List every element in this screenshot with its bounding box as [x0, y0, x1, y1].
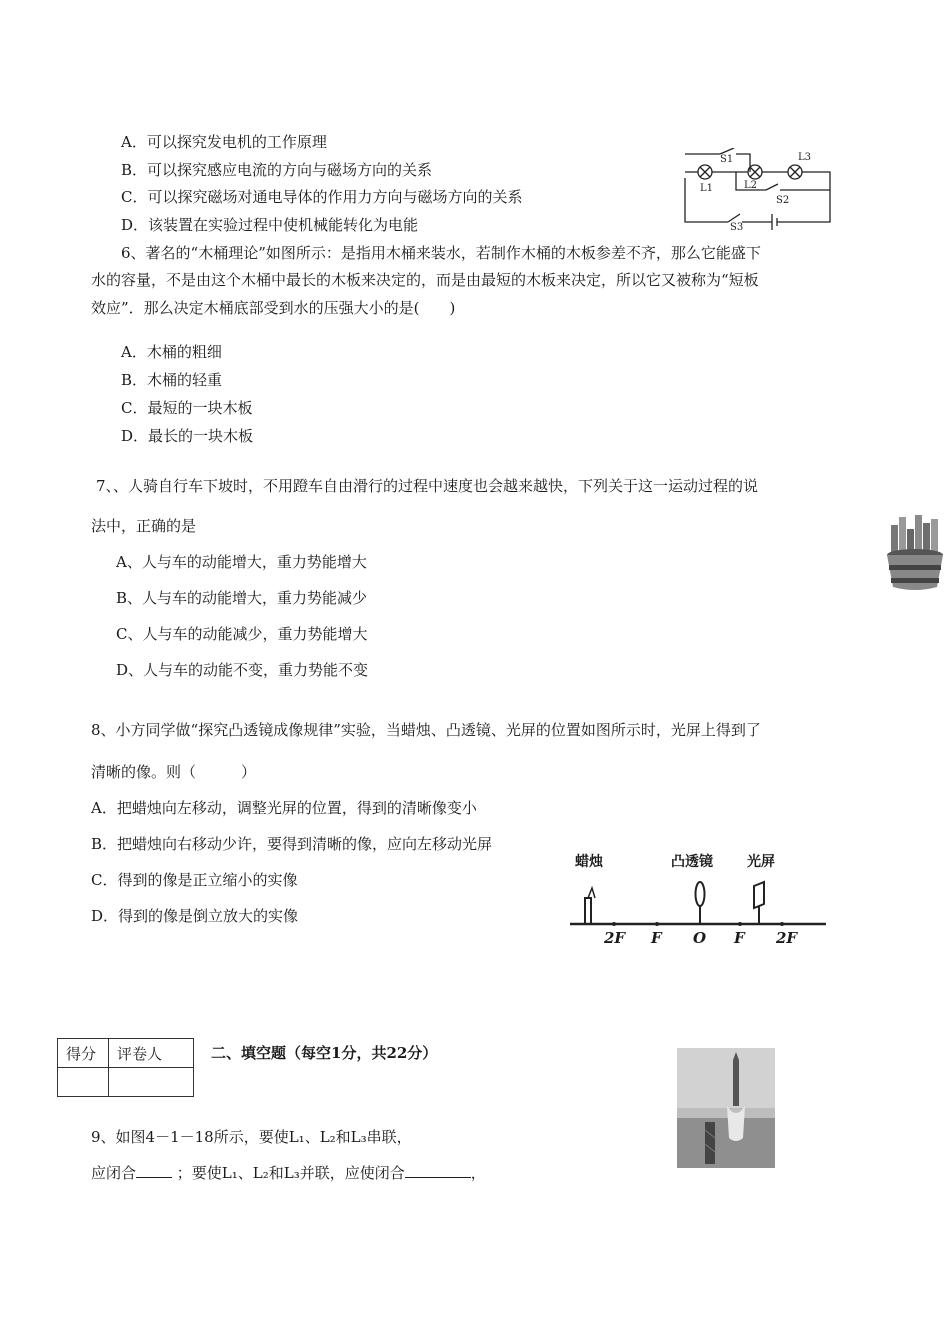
q6-option-c: C．最短的一块木板 [121, 399, 253, 417]
switch-s3 [728, 214, 740, 222]
axis-label-2f-left: 2F [604, 929, 626, 947]
switch-s2 [766, 184, 778, 190]
q7-option-d: D、人与车的动能不变，重力势能不变 [116, 661, 369, 679]
axis-label-f-left: F [651, 929, 662, 947]
grader-cell[interactable] [109, 1068, 194, 1097]
wooden-bucket-illustration [885, 515, 947, 591]
q6-option-a: A．木桶的粗细 [121, 343, 222, 361]
screen-label: 光屏 [747, 854, 775, 870]
lens-bench-diagram [568, 874, 830, 928]
q8-option-c: C．得到的像是正立缩小的实像 [91, 871, 298, 889]
q7-option-a: A、人与车的动能增大，重力势能增大 [116, 553, 367, 571]
label-s2: S2 [776, 195, 790, 206]
q6-option-d: D．最长的一块木板 [121, 427, 254, 445]
q9-text-c: ， [470, 1164, 486, 1182]
grader-header: 评卷人 [109, 1039, 194, 1068]
circuit-diagram [680, 148, 840, 230]
score-table [57, 1038, 194, 1097]
q8-option-b: B．把蜡烛向右移动少许，要得到清晰的像，应向左移动光屏 [91, 835, 493, 853]
lens-label: 凸透镜 [671, 854, 713, 870]
rocket-launch-photo [677, 1048, 775, 1168]
q9-text-b: ；要使L₁、L₂和L₃并联，应使闭合 [176, 1164, 405, 1182]
q9-text-a: 应闭合 [91, 1164, 137, 1182]
q6-option-b: B．木桶的轻重 [121, 371, 223, 389]
q5-option-c: C．可以探究磁场对通电导体的作用力方向与磁场方向的关系 [121, 188, 523, 206]
convex-lens [696, 882, 705, 906]
candle [585, 898, 591, 924]
q7-option-b: B、人与车的动能增大，重力势能减少 [116, 589, 368, 607]
score-header: 得分 [58, 1039, 109, 1068]
candle-label: 蜡烛 [575, 854, 603, 870]
q5-option-d: D．该装置在实验过程中使机械能转化为电能 [121, 216, 419, 234]
candle-flame [588, 888, 595, 898]
q5-option-b: B．可以探究感应电流的方向与磁场方向的关系 [121, 161, 433, 179]
q7-option-c: C、人与车的动能减少，重力势能增大 [116, 625, 368, 643]
q8-line-2: 清晰的像。则（ ） [91, 763, 257, 781]
axis-label-2f-right: 2F [776, 929, 798, 947]
q9-line-2 [91, 1163, 486, 1183]
q9-line-1: 9、如图4－1－18所示，要使L₁、L₂和L₃串联， [91, 1128, 412, 1146]
q5-option-a: A．可以探究发电机的工作原理 [121, 133, 327, 151]
label-l3: L3 [798, 152, 812, 163]
q7-line-1: 7、、人骑自行车下坡时，不用蹬车自由滑行的过程中速度也会越来越快，下列关于这一运动过程的说 [96, 477, 759, 495]
q8-option-a: A．把蜡烛向左移动，调整光屏的位置，得到的清晰像变小 [91, 799, 477, 817]
score-cell[interactable] [58, 1068, 109, 1097]
label-s3: S3 [730, 222, 744, 230]
axis-label-o: O [693, 929, 707, 947]
q7-line-2: 法中，正确的是 [91, 517, 197, 535]
label-l2: L2 [744, 180, 758, 191]
section-2-title: 二、填空题（每空1分，共22分） [211, 1044, 438, 1062]
q9-blank-parallel[interactable] [405, 1163, 471, 1178]
label-s1: S1 [720, 154, 734, 165]
q8-option-d: D．得到的像是倒立放大的实像 [91, 907, 299, 925]
q9-blank-series[interactable] [136, 1163, 172, 1178]
axis-label-f-right: F [734, 929, 745, 947]
q8-line-1: 8、小方同学做“探究凸透镜成像规律”实验，当蜡烛、凸透镜、光屏的位置如图所示时，光屏上得到了 [91, 721, 761, 739]
light-screen [754, 882, 764, 908]
q6-line-3: 效应”．那么决定木桶底部受到水的压强大小的是( ) [91, 299, 456, 317]
q6-line-1: 6、著名的“木桶理论”如图所示：是指用木桶来装水，若制作木桶的木板参差不齐，那么它能盛下 [121, 244, 761, 262]
label-l1: L1 [700, 183, 714, 194]
q6-line-2: 水的容量，不是由这个木桶中最长的木板来决定的，而是由最短的木板来决定，所以它又被称为“短板 [91, 271, 759, 289]
